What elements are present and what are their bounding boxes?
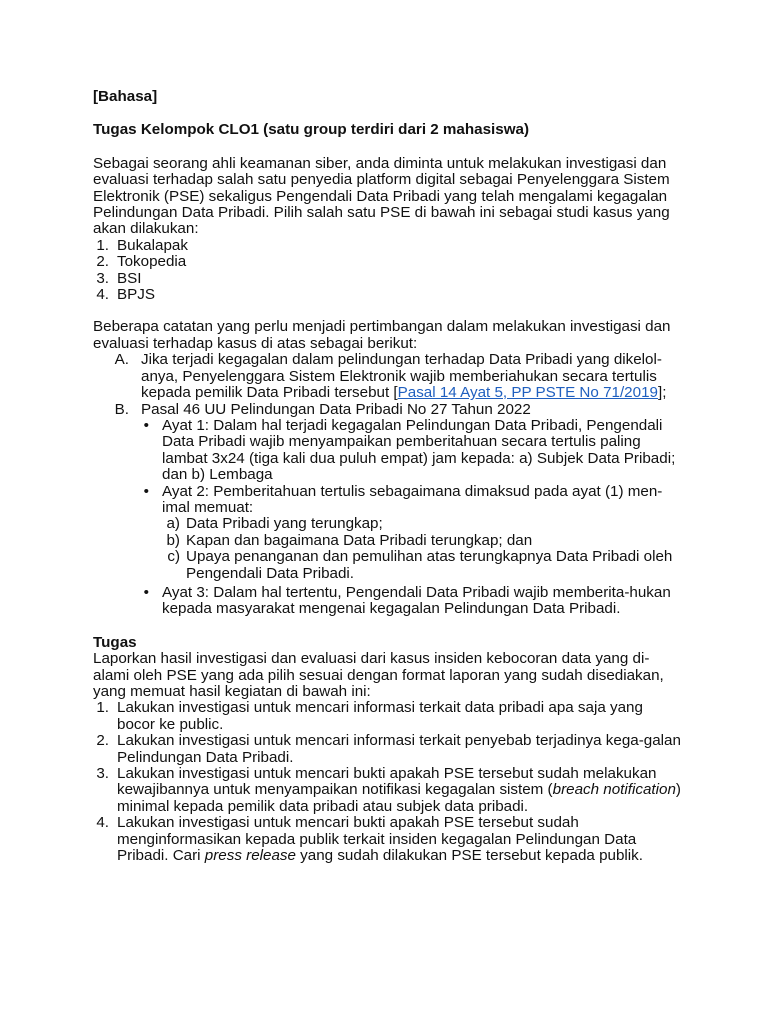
tugas-item-text: Lakukan investigasi untuk mencari bukti apakah PSE tersebut sudah melakukan kewajibannya untuk menyampaikan notifikasi kegagalan sistem ( — [117, 765, 657, 799]
pasal-14-link[interactable]: Pasal 14 Ayat 5, PP PSTE No 71/2019 — [397, 384, 658, 402]
pse-list — [91, 238, 683, 304]
bullet-marker: • — [143, 482, 149, 500]
list-item — [91, 815, 683, 864]
sub-marker: c) — [167, 548, 180, 566]
note-b — [93, 402, 683, 418]
list-item — [91, 700, 683, 733]
ayat-2-text: Ayat 2: Pemberitahuan tertulis sebagaimana dimaksud pada ayat (1) men-imal memuat: — [162, 482, 663, 516]
pse-name: Tokopedia — [117, 253, 187, 271]
list-number: 2. — [96, 253, 109, 271]
tugas-item-text: ) minimal kepada pemilik data pribadi atau subjek data pribadi. — [117, 781, 681, 815]
document-content — [93, 89, 683, 864]
tugas-item-text: Lakukan investigasi untuk mencari informasi terkait data pribadi apa saja yang bocor ke public. — [117, 699, 643, 733]
ayat-2-item-text: Data Pribadi yang terungkap; — [186, 515, 383, 533]
note-a — [93, 352, 683, 401]
list-item — [91, 287, 683, 303]
list-number: 1. — [96, 236, 109, 254]
list-number: 4. — [96, 814, 109, 832]
list-number: 4. — [96, 286, 109, 304]
list-number: 2. — [96, 732, 109, 750]
sub-marker: a) — [166, 515, 180, 533]
ayat-1-text: Ayat 1: Dalam hal terjadi kegagalan Pelindungan Data Pribadi, Pengendali Data Pribadi wajib menyampaikan pemberitahuan secara tertulis paling lambat 3x24 (tiga kali dua puluh empat) jam kepada: a) Subjek Data Pribadi; dan b) Lembaga — [162, 416, 676, 484]
ayat-1 — [93, 418, 683, 484]
breach-notification-term: breach notification — [552, 781, 676, 799]
ayat-2-item — [93, 533, 683, 549]
ayat-2-item-text: Kapan dan bagaimana Data Pribadi terungkap; dan — [186, 531, 533, 549]
note-marker: B. — [114, 400, 129, 418]
note-a-text: Jika terjadi kegagalan dalam pelindungan terhadap Data Pribadi yang dikelol-anya, Penyelenggara Sistem Elektronik wajib memberiahukan secara tertulis kepada pemilik Data Pribadi tersebut [ — [141, 351, 662, 402]
sub-marker: b) — [166, 531, 180, 549]
pse-name: Bukalapak — [117, 236, 188, 254]
ayat-2-item — [93, 549, 683, 582]
ayat-2 — [93, 484, 683, 517]
list-item — [91, 254, 683, 270]
ayat-3-text: Ayat 3: Dalam hal tertentu, Pengendali Data Pribadi wajib memberita-hukan kepada masyarakat mengenai kegagalan Pelindungan Data Pribadi. — [162, 583, 671, 618]
list-number: 1. — [96, 699, 109, 717]
tugas-intro: Laporkan hasil investigasi dan evaluasi dari kasus insiden kebocoran data yang di-alami oleh PSE yang ada pilih sesuai dengan format laporan yang sudah disediakan, yang memuat hasil kegiatan di bawah ini: — [93, 650, 664, 700]
bullet-marker: • — [143, 416, 149, 434]
note-b-text: Pasal 46 UU Pelindungan Data Pribadi No 27 Tahun 2022 — [141, 400, 531, 418]
ayat-2-item-text: Upaya penanganan dan pemulihan atas terungkapnya Data Pribadi oleh Pengendali Data Pribadi. — [186, 548, 673, 582]
note-marker: A. — [114, 351, 129, 369]
tugas-list — [91, 700, 683, 864]
pse-name: BPJS — [117, 286, 155, 304]
bullet-marker: • — [143, 583, 149, 601]
tugas-item-text: Lakukan investigasi untuk mencari informasi terkait penyebab terjadinya kega-galan Pelindungan Data Pribadi. — [117, 732, 681, 766]
list-item — [91, 238, 683, 254]
pse-name: BSI — [117, 269, 142, 287]
list-number: 3. — [96, 765, 109, 783]
ayat-2-item — [93, 516, 683, 532]
press-release-term: press release — [204, 847, 296, 865]
ayat-3 — [93, 585, 683, 618]
language-heading: [Bahasa] — [93, 88, 158, 105]
list-item — [91, 766, 683, 815]
intro-paragraph: Sebagai seorang ahli keamanan siber, anda diminta untuk melakukan investigasi dan evaluasi terhadap salah satu penyedia platform digital sebagai Penyelenggara Sistem Elektronik (PSE) sekaligus Pengendali Data Pribadi yang telah mengalami kegagalan Pelindungan Data Pribadi. Pilih salah satu PSE di bawah ini sebagai studi kasus yang akan dilakukan: — [93, 154, 670, 238]
tugas-item-text: yang sudah dilakukan PSE tersebut kepada publik. — [295, 847, 643, 865]
list-item — [91, 733, 683, 766]
list-number: 3. — [96, 269, 109, 287]
task-title: Tugas Kelompok CLO1 (satu group terdiri dari 2 mahasiswa) — [93, 121, 530, 139]
notes-intro: Beberapa catatan yang perlu menjadi pertimbangan dalam melakukan investigasi dan evaluasi terhadap kasus di atas sebagai berikut: — [93, 318, 671, 352]
tugas-item-text: Lakukan investigasi untuk mencari bukti apakah PSE tersebut sudah menginformasikan kepada publik terkait insiden kegagalan Pelindungan Data Pribadi. Cari — [117, 814, 637, 865]
note-a-tail: ]; — [657, 384, 667, 402]
list-item — [91, 271, 683, 287]
tugas-heading: Tugas — [93, 633, 137, 651]
